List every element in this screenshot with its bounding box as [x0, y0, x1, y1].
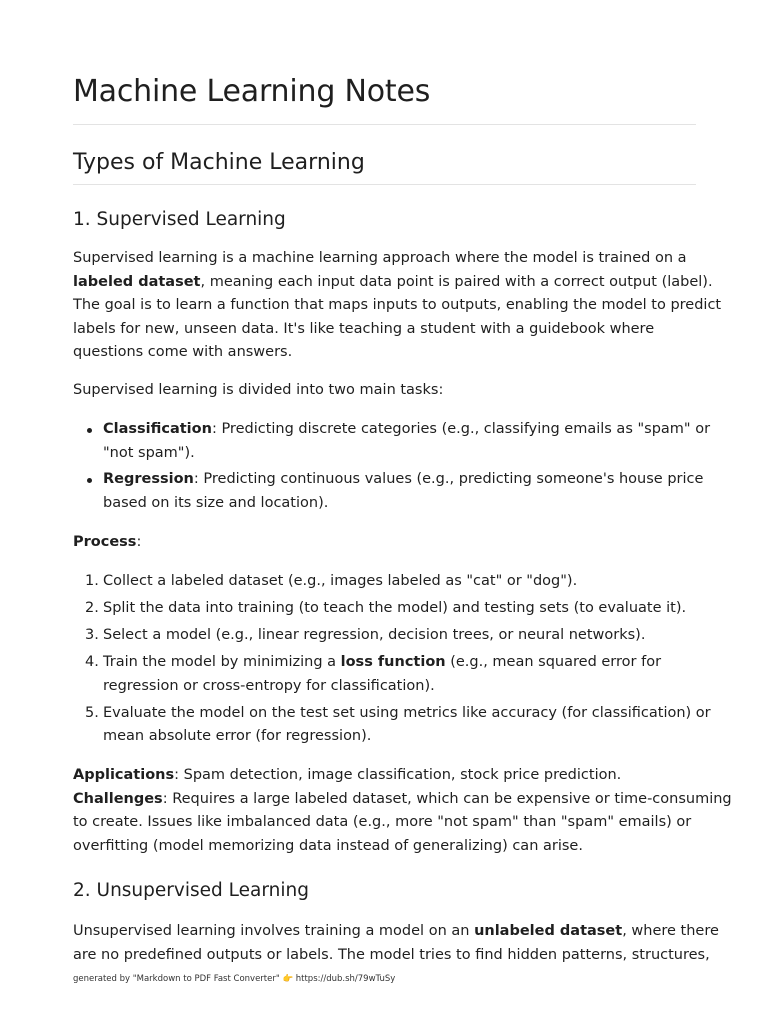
text-line: overfitting (model memorizing data instead of generalizing) can arise. [73, 837, 583, 854]
step-number: 4. [85, 654, 99, 670]
list-item [73, 702, 711, 749]
text-line [73, 920, 719, 944]
text-line: Split the data into training (to teach the model) and testing sets (to evaluate it). [103, 600, 687, 616]
text-fragment: : Spam detection, image classification, stock price prediction. [174, 767, 622, 783]
text-line [73, 764, 696, 788]
supervised-intro-paragraph [73, 247, 722, 365]
bold-term: labeled dataset [73, 273, 201, 290]
list-item [73, 624, 696, 648]
generator-footer: generated by "Markdown to PDF Fast Converter" 👉 https://dub.sh/79wTuSy [73, 974, 396, 984]
text-line: Evaluate the model on the test set using metrics like accuracy (for classification) or [103, 704, 711, 721]
unsupervised-intro-paragraph [73, 920, 719, 967]
title-divider [73, 124, 696, 125]
text-line: Supervised learning is a machine learning approach where the model is trained on a [73, 250, 687, 266]
section-divider [73, 184, 696, 185]
step-number: 2. [85, 600, 99, 616]
text-line [103, 418, 711, 442]
text-line: based on its size and location). [103, 494, 329, 511]
tasks-bullet-list [73, 418, 711, 515]
text-fragment: : Predicting continuous values (e.g., predicting someone's house price [193, 471, 704, 487]
list-item [73, 418, 711, 465]
bold-term: Regression [103, 471, 194, 487]
bold-term: loss function [340, 654, 446, 670]
text-line: "not spam"). [103, 444, 195, 461]
applications-challenges-paragraph [73, 764, 732, 858]
process-label-paragraph [73, 531, 696, 555]
text-line: labels for new, unseen data. It's like teaching a student with a guidebook where [73, 320, 655, 337]
text-fragment: Unsupervised learning involves training a model on an [73, 923, 475, 939]
bold-term: unlabeled dataset [474, 923, 623, 939]
text-line: Collect a labeled dataset (e.g., images labeled as "cat" or "dog"). [103, 573, 578, 589]
text-fragment: : Predicting discrete categories (e.g., classifying emails as "spam" or [211, 421, 711, 437]
list-item [73, 468, 704, 515]
bold-term: Applications [73, 767, 175, 783]
section-heading: Types of Machine Learning [73, 150, 365, 175]
text-fragment: (e.g., mean squared error for [445, 654, 662, 670]
text-line [103, 468, 704, 492]
bullet-icon [87, 428, 92, 433]
text-line [73, 271, 713, 295]
bold-term: Process [73, 534, 137, 550]
text-line: Select a model (e.g., linear regression, decision trees, or neural networks). [103, 627, 646, 643]
step-number: 1. [85, 573, 99, 589]
list-item [73, 570, 696, 594]
text-line: regression or cross-entropy for classification). [103, 677, 435, 694]
text-line: The goal is to learn a function that maps inputs to outputs, enabling the model to predict [73, 297, 722, 313]
bold-term: Challenges [73, 790, 163, 807]
text-fragment: Train the model by minimizing a [103, 654, 341, 670]
list-item [73, 651, 696, 698]
step-number: 3. [85, 627, 99, 643]
unsupervised-heading: 2. Unsupervised Learning [73, 880, 309, 901]
step-number: 5. [85, 704, 99, 721]
text-line: questions come with answers. [73, 344, 293, 360]
bold-term: Classification [103, 421, 212, 437]
text-line: mean absolute error (for regression). [103, 728, 372, 744]
text-line: to create. Issues like imbalanced data (e.g., more "not spam" than "spam" emails) or [73, 814, 692, 830]
text-line [103, 651, 696, 675]
page-title: Machine Learning Notes [73, 74, 431, 109]
text-fragment: : [136, 534, 142, 550]
text-line [73, 788, 732, 812]
text-line: are no predefined outputs or labels. The model tries to find hidden patterns, structures, [73, 946, 710, 963]
text-fragment: , where there [622, 923, 719, 939]
text-fragment: : Requires a large labeled dataset, which can be expensive or time-consuming [162, 790, 732, 807]
process-steps-list [73, 570, 711, 749]
supervised-heading: 1. Supervised Learning [73, 209, 286, 230]
bullet-icon [87, 478, 92, 483]
text-fragment: , meaning each input data point is paired with a correct output (label). [200, 273, 713, 290]
tasks-intro-paragraph: Supervised learning is divided into two main tasks: [73, 382, 444, 398]
list-item [73, 597, 696, 621]
